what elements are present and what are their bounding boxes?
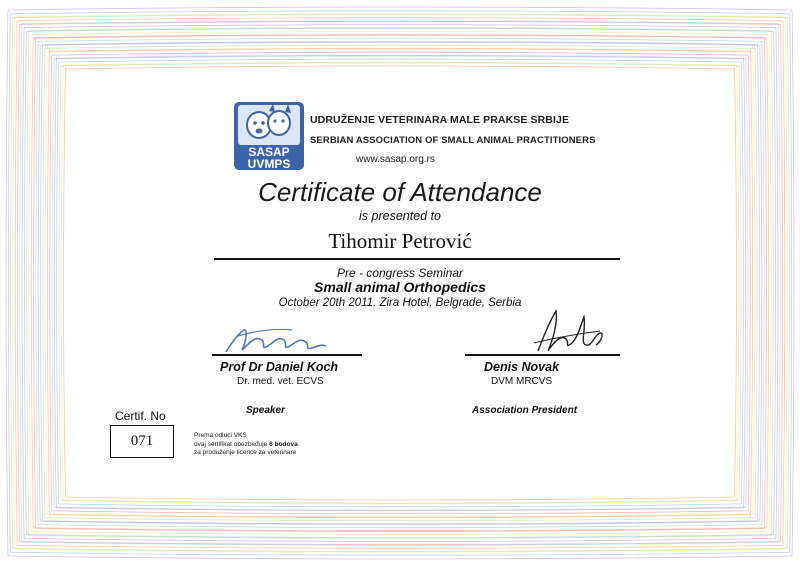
- license-points-note: [194, 432, 298, 458]
- president-credentials: DVM MRCVS: [491, 376, 553, 387]
- org-name-english: SERBIAN ASSOCIATION OF SMALL ANIMAL PRACTITIONERS: [310, 135, 596, 146]
- note-line-1: Prema odluci VKS: [194, 432, 247, 439]
- signature-koch: [222, 322, 332, 358]
- certificate-number-box: [110, 425, 174, 458]
- svg-text:SASAP: SASAP: [248, 145, 290, 159]
- certificate-title: Certificate of Attendance: [258, 177, 542, 207]
- certificate-number-label: Certif. No: [115, 409, 166, 423]
- president-role: Association President: [472, 405, 578, 416]
- signature-line-speaker: [212, 354, 362, 356]
- signature-line-president: [465, 354, 620, 356]
- event-title: Small animal Orthopedics: [314, 279, 486, 295]
- speaker-credentials: Dr. med. vet. ECVS: [237, 376, 324, 387]
- svg-text:UVMPS: UVMPS: [247, 157, 291, 171]
- org-website: www.sasap.org.rs: [356, 154, 435, 165]
- certificate-number-value: 071: [130, 433, 154, 449]
- recipient-name: Tihomir Petrović: [328, 229, 472, 253]
- president-name: Denis Novak: [484, 360, 560, 374]
- speaker-role: Speaker: [246, 405, 285, 416]
- sasap-logo: [233, 101, 305, 171]
- recipient-underline: [214, 258, 620, 260]
- event-details: October 20th 2011. Zira Hotel, Belgrade, Serbia: [278, 297, 522, 309]
- speaker-name: Prof Dr Daniel Koch: [220, 360, 339, 374]
- signature-novak: [530, 305, 610, 357]
- note-line-3: za produženje licence za veterinare: [194, 449, 297, 456]
- org-name-serbian: UDRUŽENJE VETERINARA MALE PRAKSE SRBIJE: [310, 114, 570, 126]
- note-line-2: ovaj sertifikat obezbeđuje 6 bodova: [194, 440, 298, 448]
- event-type: Pre - congress Seminar: [336, 266, 464, 280]
- certificate-subtitle: is presented to: [359, 209, 441, 223]
